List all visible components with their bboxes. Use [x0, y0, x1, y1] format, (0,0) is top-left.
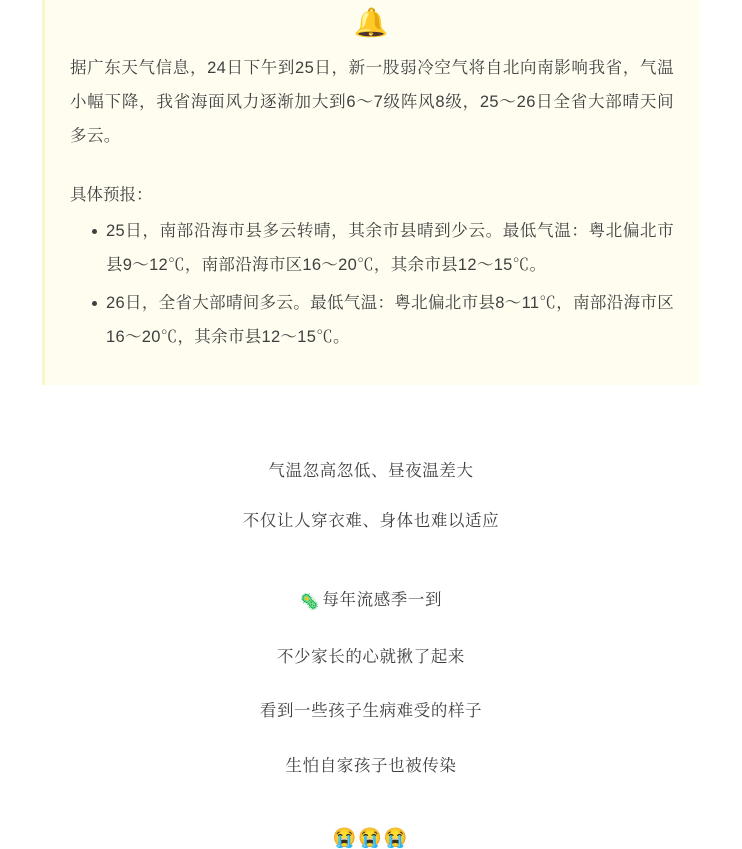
- bell-icon-row: [42, 0, 700, 52]
- body-line-4: 看到一些孩子生病难受的样子: [259, 702, 483, 720]
- body-line-5: 生怕自家孩子也被传染: [285, 756, 457, 775]
- body-line-2: 不仅让人穿衣难、身体也难以适应: [242, 512, 500, 530]
- forecast-subheading: 具体预报：: [70, 186, 153, 205]
- list-item: 26日，全省大部晴间多云。最低气温：粤北偏北市县8～11℃，南部沿海市区16～20℃，其余市县12～15℃。: [92, 287, 674, 355]
- centered-text-block: [0, 415, 742, 849]
- body-line-1: 气温忽高忽低、昼夜温差大: [268, 461, 474, 480]
- virus-icon: 🦠: [299, 593, 321, 611]
- list-item: 25日，南部沿海市县多云转晴，其余市县晴到少云。最低气温：粤北偏北市县9～12℃，南部沿海市区16～20℃，其余市县12～15℃。: [92, 215, 674, 283]
- bell-icon: 🔔: [353, 7, 389, 38]
- flu-season-line: [0, 592, 742, 611]
- body-line-3: 不少家长的心就揪了起来: [276, 647, 466, 666]
- notice-body: [42, 52, 700, 355]
- weather-paragraph: 据广东天气信息，24日下午到25日，新一股弱冷空气将自北向南影响我省，气温小幅下降，我省海面风力逐渐加大到6～7级阵风8级，25～26日全省大部晴天间多云。: [70, 59, 674, 145]
- weather-notice-card: [42, 0, 700, 385]
- forecast-list: [70, 215, 674, 354]
- emoji-row: 😭😭😭: [332, 828, 410, 849]
- flu-season-label: 每年流感季一到: [322, 590, 443, 609]
